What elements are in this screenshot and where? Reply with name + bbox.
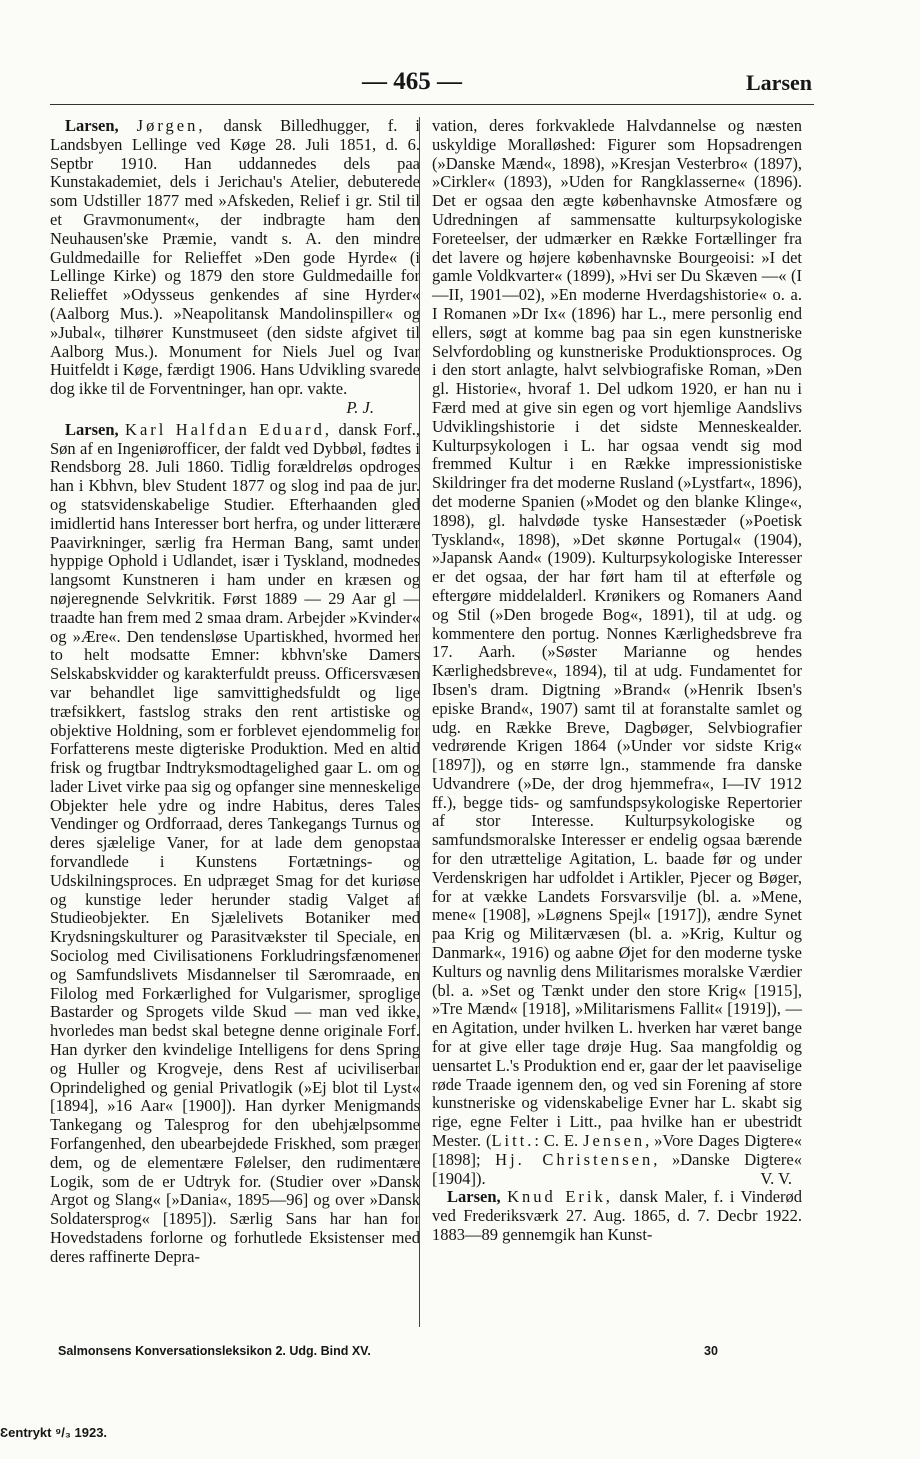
entry-body: vation, deres forkvaklede Halvdannelse og næsten uskyldige Moralløshed: Figurer som Hopsadrengen (»Danske Mænd«, 1898), »Kresjan Vesterbro« (1897), »Cirkler« (1893), »Uden for Rangklasserne« (1896). Det er ogsaa den ægte københavnske Atmosfære og Udredningen af sammensatte kulturpsykologiske Foreteelser, der udmærker en Række Fortællinger fra det lavere og højere københavnske Bourgeoisi: »I det gamle Voldkvarter« (1899), »Hvi ser Du Skæven —« (I—II, 1901—02), »En moderne Hverdagshistorie« o. a. I Romanen »Dr Ix« (1896) har L., mere personlig end ellers, søgt at komme bag paa sin egen kunstneriske Selvfordobling og kunstneriske Produktionsproces. Og i den stort anlagte, halvt selvbiografiske Roman, »Den gl. Historie«, hvoraf 1. Del udkom 1920, er han nu i Færd med at give sin egen og vort hjemlige Aandslivs Udviklingshistorie i det sidste Menneskealder. Kulturpsykologen i L. har ogsaa vendt sig mod fremmed Kultur i en Række impressionistiske Skildringer fra det moderne Rusland (»Lystfart«, 1896), det moderne Spanien (»Modet og den blanke Klinge«, 1898), gl. halvdøde tyske Hansestæder (»Poetisk Tyskland«, 1898), »Det skønne Portugal« (1904), »Japansk Aand« (1909). Kulturpsykologiske Interesser er det ogsaa, der har ført ham til at efterføle og eftergøre middelalderl. Krønikers og Romaners Aand og Stil (»Den brogede Bog«, 1891), til at udg. og kommentere den portug. Nonnes Kærlighedsbreve fra 17. Aarh. (»Søster Marianne og hendes Kærlighedsbreve«, 1894), til at udg. Fundamentet for Ibsen's dram. Digtning »Brand« (»Henrik Ibsen's episke Brand«, 1907) samt til at foranstalte samlet og udg. en Række Breve, Dagbøger, Selvbiografier vedrørende Krigen 1864 (»Under vor sidste Krig« [1897]), og en større lgn., stammende fra danske Udvandrere (»De, der drog hjemmefra«, I—IV 1912 ff.), begge tids- og samfundspsykologiske Repertorier af stor Interesse. Kulturpsykologiske og samfundsmoralske Interesser er endelig ogsaa bærende for den utrættelige Agitation, L. baade før og under Verdenskrigen har udfoldet i Artikler, Pjecer og Bøger, for at vække Landets Forsvarsvilje (bl. a. »Mene, mene« [1908], »Løgnens Spejl« [1917]), ændre Synet paa Krig og Militærvæsen (bl. a. »Krig, Kultur og Danmark«, 1916) og aabne Øjet for den moderne tyske Kulturs og navnlig dens Militarismes moralske Værdier (bl. a. »Set og Tænkt under den store Krig« [1915], »Tre Mænd« [1918], »Militarismens Fallit« [1919]), — en Agitation, under hvilken L. hverken har været bange for at give eller tage drøje Hug. Saa mangfoldig og uensartet L.'s Produktion end er, gaar der let paaviselige røde Traade igennem den, og ved sin Forening af store kunstneriske og videnskabelige Evner har L. skabt sig rige, egne Felter i Litt., paa hvilke han er ubestridt Mester. (: [432, 116, 802, 1151]
entry-body: dansk Maler, f. i Vinderød ved Frederiksværk 27. Aug. 1865, d. 7. Decbr 1922. 1883—89 gennemgik han Kunst-: [432, 1187, 803, 1245]
left-column: [50, 117, 420, 1267]
page-header: [52, 62, 812, 102]
entry-signature: P. J.: [346, 397, 374, 417]
literature-author: Hj. Christensen: [495, 1149, 654, 1169]
entry-forename: Jørgen,: [136, 116, 206, 135]
entry-headword: Larsen,: [65, 116, 119, 135]
literature-label: Litt.: [491, 1131, 535, 1151]
page-number: — 465 —: [362, 68, 462, 95]
literature-text: , »Danske Digtere« [1904]).: [432, 1149, 802, 1188]
entry-karl-larsen: [50, 421, 420, 1267]
entry-karl-larsen-continued: [432, 117, 802, 1188]
entry-forename: Karl Halfdan Eduard,: [125, 419, 333, 439]
entry-body: dansk Billedhugger, f. i Landsbyen Lellinge ved Køge 28. Juli 1851, d. 6. Septbr 1910. Han uddannedes dels paa Kunstakademiet, dels i Jerichau's Atelier, debuterede som Udstiller 1877 med »Afskeden, Relief i gr. Stil til et Gravmonument«, der indbragte ham den Neuhausen'ske Præmie, vandt s. A. den mindre Guldmedaille for Relieffet »Den gode Hyrde« (i Lellinge Kirke) og 1879 den store Guldmedaille for Relieffet »Odysseus genkendes af sine Hyrder« (Aalborg Mus.). »Neapolitansk Mandolinspiller« og »Jubal«, tilhører Kunstmuseet (den sidste afgivet til Aalborg Mus.). Monument for Niels Juel og Ivar Huitfeldt i Køge, færdigt 1906. Hans Udvikling svarede dog ikke til de Forventninger, han opr. vakte.: [50, 116, 420, 399]
print-note: Ɛentrykt ⁹/₃ 1923.: [0, 1425, 108, 1440]
entry-signature: V. V.: [760, 1168, 792, 1188]
running-head: Larsen: [746, 70, 812, 95]
entry-body: dansk Forf., Søn af en Ingeniørofficer, der faldt ved Dybbøl, fødtes i Rendsborg 28. Juli 1860. Tidlig forældreløs opdroges han i Kbhvn, blev Student 1877 og slog ind paa de jur. og statsvidenskabelige Studier. Efterhaanden gled imidlertid hans Interesser bort herfra, og under litterære Paavirkninger, særlig fra Herman Bang, samt under hyppige Ophold i Udlandet, især i Tyskland, modnedes langsomt Kunstneren i ham under en kræsen og nøjeregnende Selvkritik. Først 1889 — 29 Aar gl — traadte han frem med 2 smaa dram. Arbejder »Kvinder« og »Ære«. Den tendensløse Upartiskhed, hvormed her to helt modsatte Emner: kbhvn'ske Damers Selskabskvidder og karakterfuldt preuss. Officersvæsen var behandlet lige samvittighedsfuldt og lige træfsikkert, fastslog straks den rent artistiske og objektive Holdning, som er forblevet ejendommelig for Forfatterens meste digteriske Produktion. Med en altid frisk og frugtbar Indtryksmodtagelighed gaar L. om og lader Livet virke paa sig og opfanger sine menneskelige Objekter hele ydre og indre Habitus, deres Tales Vendinger og Ordforraad, deres Tankegangs Turnus og deres sjælelige Vaner, for at lade dem genopstaa forvandlede i Kunstens Fortætnings- og Udskilningsproces. En udpræget Smag for det kuriøse og kunstige leder herunder stadig Valget af Studieobjekter. En Sjælelivets Botaniker med Krydsningskulturer og Parasitvækster til Speciale, en Sociolog med Civilisationens Forkludringsfænomener og Samfundslivets Misdannelser til Særomraade, en Filolog med Forkærlighed for Vulgarismer, sproglige Bastarder og Sprogets vilde Skud — man ved ikke, hvorledes man bedst skal betegne denne originale Forf. Han dyrker den kvindelige Intelligens for dens Spring og Huller og Krogveje, dens Rest af uciviliserbar Oprindelighed og genial Privatlogik (»Ej blot til Lyst« [1894], »16 Aar« [1900]). Han dyrker Menigmands Tankegang og Talesprog for den ubehjælpsomme Forfangenhed, den ubearbejdede Friskhed, som præger dem, og de elementære Følelser, den rudimentære Logik, som de er Udtryk for. (Studier over »Dansk Argot og Slang« [»Dania«, 1895—96] og over »Dansk Soldatersprog« [1895]). Særlig Sans har han for Hovedstadens forlorne og forhutlede Eksistenser med deres raffinerte Depra-: [50, 419, 421, 1266]
literature-text: : C. E.: [534, 1131, 584, 1151]
header-rule: [50, 104, 814, 105]
entry-jorgen-larsen: [50, 117, 420, 399]
entry-forename: Knud Erik,: [507, 1187, 613, 1207]
entry-headword: Larsen,: [447, 1187, 501, 1207]
right-column: [432, 117, 802, 1245]
entry-knud-larsen: [432, 1188, 802, 1244]
literature-text: , »Vore Dages Digtere« [1898];: [432, 1131, 803, 1169]
literature-author: Jensen: [583, 1131, 646, 1151]
publication-footer: Salmonsens Konversationsleksikon 2. Udg. Bind XV.: [58, 1344, 371, 1358]
entry-headword: Larsen,: [65, 419, 119, 439]
signature-mark: 30: [704, 1344, 718, 1358]
column-divider: [419, 117, 420, 1327]
